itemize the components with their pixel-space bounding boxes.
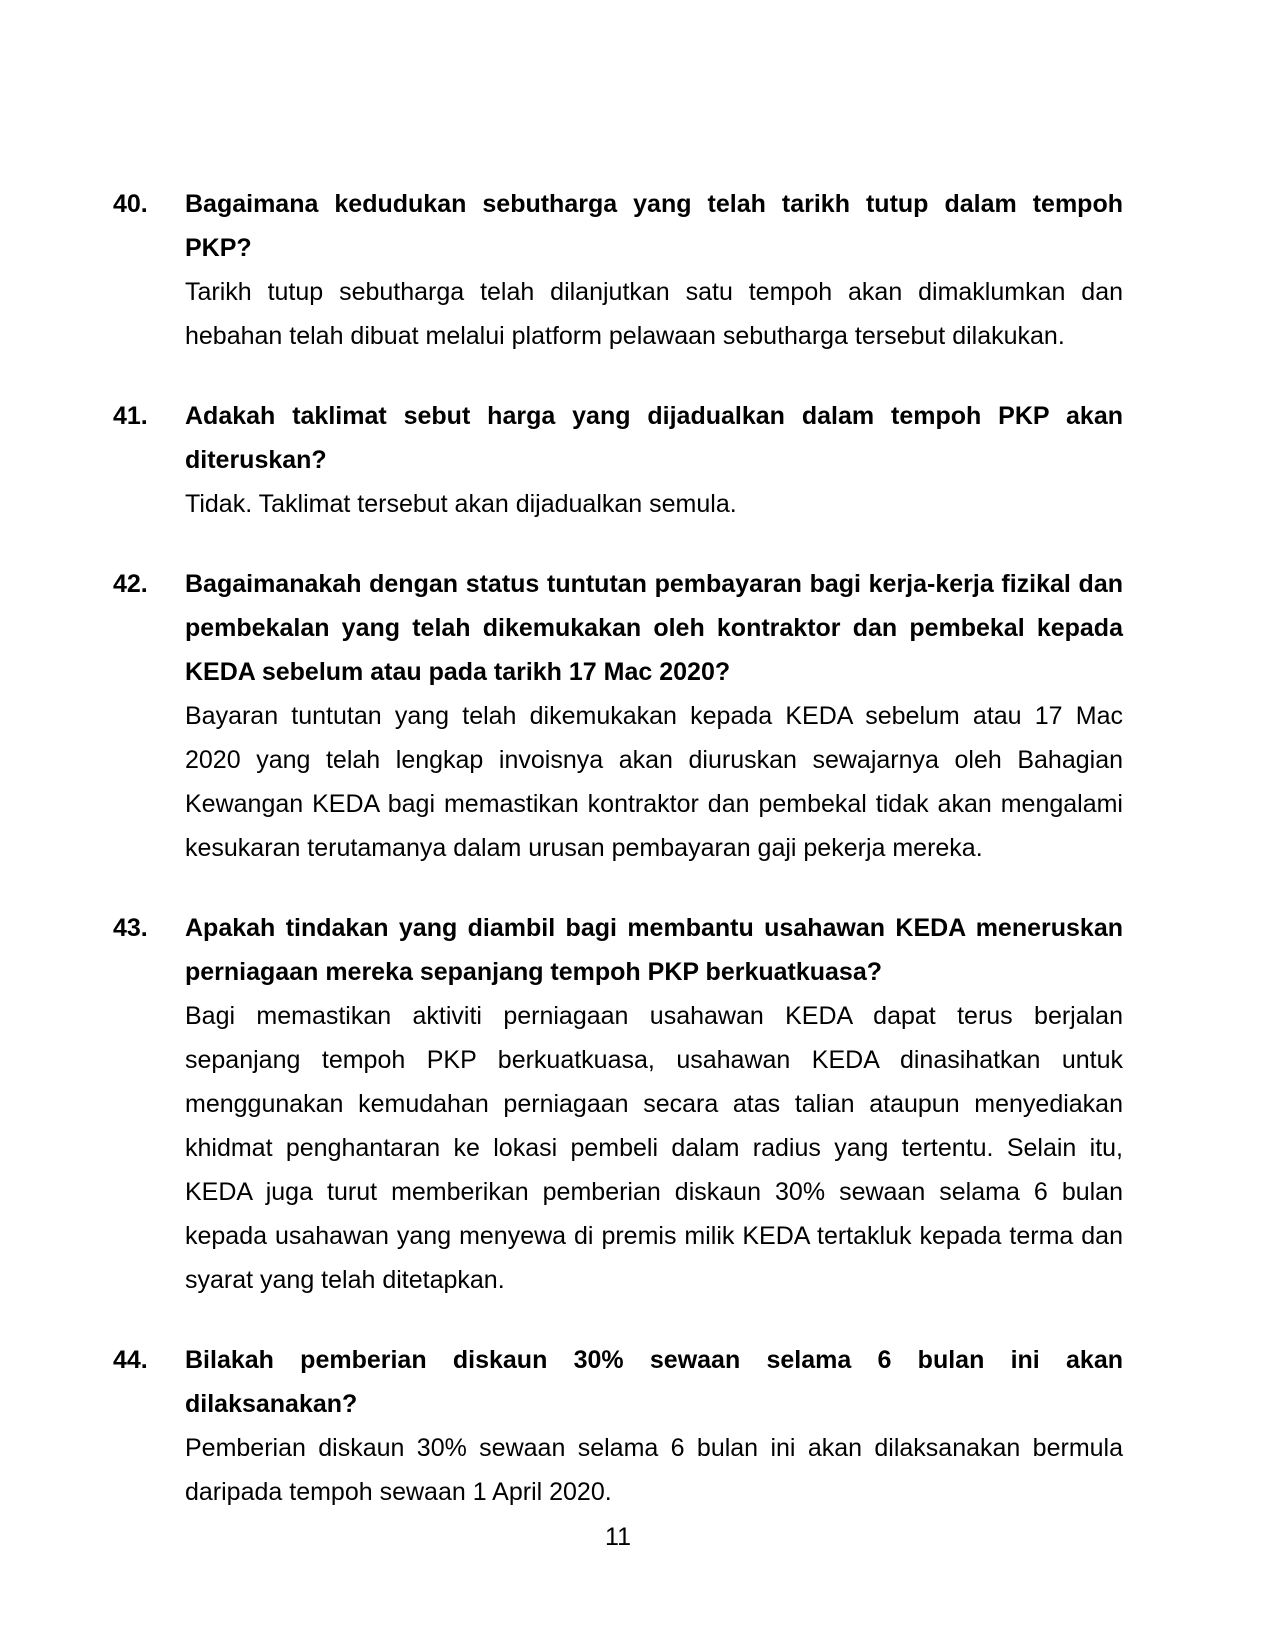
question-text: Bilakah pemberian diskaun 30% sewaan selama 6 bulan ini akan dilaksanakan? bbox=[185, 1346, 1123, 1418]
faq-section-44 bbox=[113, 1338, 1123, 1514]
faq-section-40 bbox=[113, 182, 1123, 358]
answer-text: Pemberian diskaun 30% sewaan selama 6 bulan ini akan dilaksanakan bermula daripada tempoh sewaan 1 April 2020. bbox=[185, 1434, 1123, 1506]
faq-section-43 bbox=[113, 906, 1123, 1302]
faq-section-42 bbox=[113, 562, 1123, 870]
faq-section-41 bbox=[113, 394, 1123, 526]
answer-text: Tidak. Taklimat tersebut akan dijadualkan semula. bbox=[185, 490, 737, 518]
question-number: 44. bbox=[113, 1346, 148, 1374]
question-text: Bagaimana kedudukan sebutharga yang telah tarikh tutup dalam tempoh PKP? bbox=[185, 190, 1123, 262]
question-number: 40. bbox=[113, 190, 148, 218]
question-number: 43. bbox=[113, 914, 148, 942]
answer-text: Bayaran tuntutan yang telah dikemukakan kepada KEDA sebelum atau 17 Mac 2020 yang telah lengkap invoisnya akan diuruskan sewajarnya oleh Bahagian Kewangan KEDA bagi memastikan kontraktor dan pembekal tidak akan mengalami kesukaran terutamanya dalam urusan pembayaran gaji pekerja mereka. bbox=[185, 702, 1123, 862]
question-number: 41. bbox=[113, 402, 148, 430]
question-number: 42. bbox=[113, 570, 148, 598]
question-text: Apakah tindakan yang diambil bagi membantu usahawan KEDA meneruskan perniagaan mereka sepanjang tempoh PKP berkuatkuasa? bbox=[185, 914, 1123, 986]
question-text: Bagaimanakah dengan status tuntutan pembayaran bagi kerja-kerja fizikal dan pembekalan yang telah dikemukakan oleh kontraktor dan pembekal kepada KEDA sebelum atau pada tarikh 17 Mac 2020? bbox=[185, 570, 1123, 686]
answer-text: Bagi memastikan aktiviti perniagaan usahawan KEDA dapat terus berjalan sepanjang tempoh PKP berkuatkuasa, usahawan KEDA dinasihatkan untuk menggunakan kemudahan perniagaan secara atas talian ataupun menyediakan khidmat penghantaran ke lokasi pembeli dalam radius yang tertentu. Selain itu, KEDA juga turut memberikan pemberian diskaun 30% sewaan selama 6 bulan kepada usahawan yang menyewa di premis milik KEDA tertakluk kepada terma dan syarat yang telah ditetapkan. bbox=[185, 1002, 1123, 1294]
question-text: Adakah taklimat sebut harga yang dijadualkan dalam tempoh PKP akan diteruskan? bbox=[185, 402, 1123, 474]
page-number: 11 bbox=[605, 1523, 631, 1551]
answer-text: Tarikh tutup sebutharga telah dilanjutkan satu tempoh akan dimaklumkan dan hebahan telah dibuat melalui platform pelawaan sebutharga tersebut dilakukan. bbox=[185, 278, 1123, 350]
